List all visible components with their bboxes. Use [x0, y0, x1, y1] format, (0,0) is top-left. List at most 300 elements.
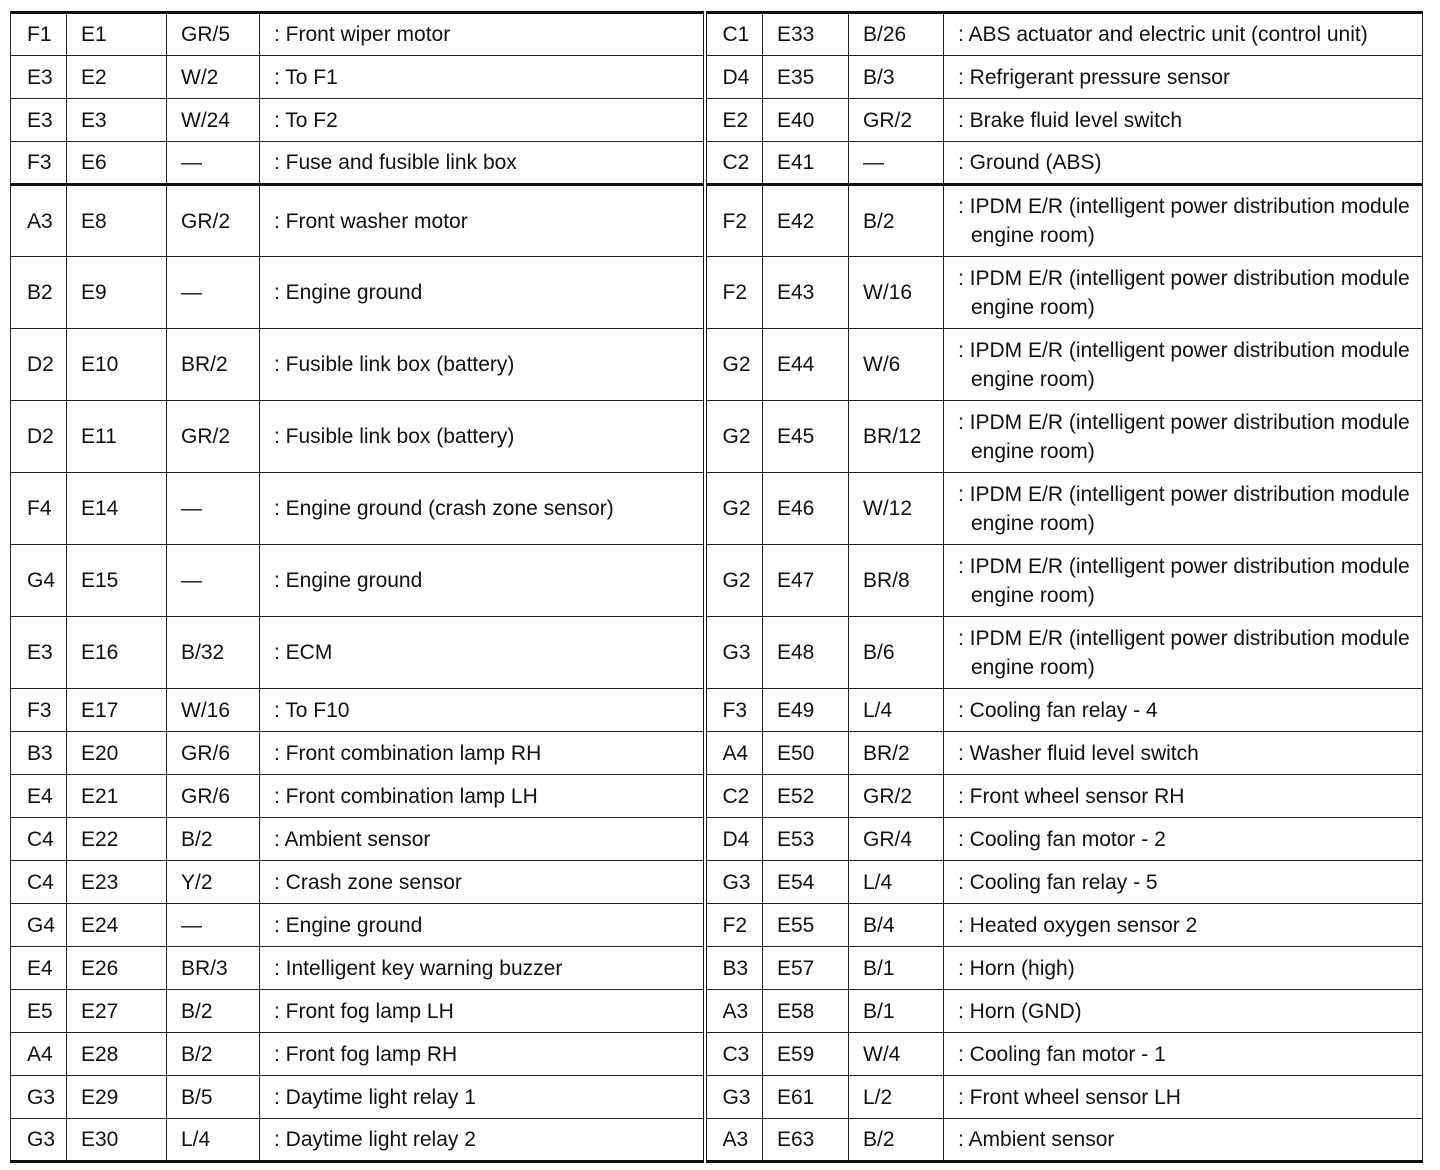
table-row: [11, 257, 1423, 329]
left-grid-ref: E3: [27, 65, 53, 89]
left-description: : Front fog lamp RH: [274, 1042, 458, 1066]
table-row: [11, 1076, 1423, 1119]
left-description-cell: [260, 732, 705, 775]
table-body: [11, 13, 1423, 1162]
right-grid-ref: F3: [722, 698, 748, 722]
right-description-cell: [944, 861, 1423, 904]
left-connector-number: E1: [81, 23, 107, 46]
right-grid-ref-cell: [705, 775, 763, 818]
right-grid-ref: G3: [722, 641, 751, 664]
right-color-pins-cell: [849, 401, 944, 473]
left-description: : Engine ground: [274, 281, 423, 304]
right-connector-number: E43: [777, 281, 815, 304]
right-connector-number: E35: [777, 65, 815, 89]
left-color-pins-cell: [167, 56, 260, 99]
left-connector-number: E24: [81, 913, 119, 937]
left-connector-number-cell: [67, 947, 167, 990]
left-connector-number: E15: [81, 569, 119, 592]
left-grid-ref-cell: [11, 56, 67, 99]
right-description-cell: [944, 1033, 1423, 1076]
left-color-pins-cell: [167, 13, 260, 56]
left-grid-ref-cell: [11, 1033, 67, 1076]
right-connector-number-cell: [763, 545, 849, 617]
left-grid-ref-cell: [11, 689, 67, 732]
right-color-pins-cell: [849, 689, 944, 732]
right-grid-ref-cell: [705, 732, 763, 775]
left-description-cell: [260, 1119, 705, 1162]
right-description-cell: [944, 473, 1423, 545]
left-grid-ref: E4: [27, 784, 53, 808]
right-grid-ref: F2: [722, 209, 748, 233]
right-grid-ref: A4: [722, 741, 749, 765]
right-grid-ref-cell: [705, 1033, 763, 1076]
right-grid-ref: B3: [722, 956, 749, 980]
right-description-cell: [944, 617, 1423, 689]
right-connector-number: E57: [777, 956, 815, 980]
left-grid-ref-cell: [11, 904, 67, 947]
table-row: [11, 904, 1423, 947]
right-grid-ref: D4: [722, 827, 750, 851]
table-row: [11, 473, 1423, 545]
left-connector-number-cell: [67, 142, 167, 185]
left-grid-ref: G3: [27, 1128, 56, 1151]
left-grid-ref-cell: [11, 818, 67, 861]
left-grid-ref: C4: [27, 827, 54, 851]
right-description-cell: [944, 545, 1423, 617]
left-description: : Engine ground (crash zone sensor): [274, 497, 614, 520]
left-color-pins-cell: [167, 99, 260, 142]
left-color-pins: W/16: [181, 698, 231, 722]
right-description: : ABS actuator and electric unit (control unit): [958, 23, 1368, 46]
left-connector-number-cell: [67, 1076, 167, 1119]
left-connector-number: E11: [81, 425, 117, 448]
right-grid-ref: A3: [722, 1128, 749, 1151]
right-connector-number-cell: [763, 257, 849, 329]
right-connector-number: E63: [777, 1128, 815, 1151]
right-connector-number-cell: [763, 1076, 849, 1119]
left-color-pins: B/2: [181, 999, 213, 1023]
left-connector-number-cell: [67, 689, 167, 732]
left-connector-number: E8: [81, 209, 107, 233]
table-row: [11, 99, 1423, 142]
left-grid-ref-cell: [11, 990, 67, 1033]
right-color-pins: B/1: [863, 956, 895, 980]
left-description-cell: [260, 142, 705, 185]
left-connector-number: E16: [81, 641, 119, 664]
right-description: : IPDM E/R (intelligent power distribution module engine room): [958, 626, 1410, 679]
left-description: : To F1: [274, 65, 338, 89]
left-description-cell: [260, 775, 705, 818]
right-connector-number-cell: [763, 401, 849, 473]
right-description-cell: [944, 732, 1423, 775]
right-description-cell: [944, 99, 1423, 142]
left-grid-ref: F3: [27, 151, 52, 174]
right-description: : Ambient sensor: [958, 1128, 1115, 1151]
right-description-cell: [944, 818, 1423, 861]
table-row: [11, 689, 1423, 732]
right-connector-number: E40: [777, 108, 815, 132]
right-connector-number: E55: [777, 913, 815, 937]
right-description: : IPDM E/R (intelligent power distribution module engine room): [958, 410, 1410, 463]
left-description: : Fusible link box (battery): [274, 425, 515, 448]
left-description: : Engine ground: [274, 913, 423, 937]
left-color-pins-cell: [167, 617, 260, 689]
left-description-cell: [260, 617, 705, 689]
left-grid-ref-cell: [11, 775, 67, 818]
left-connector-number-cell: [67, 13, 167, 56]
left-connector-number-cell: [67, 775, 167, 818]
right-description: : Ground (ABS): [958, 151, 1102, 174]
right-description: : Refrigerant pressure sensor: [958, 65, 1230, 89]
left-color-pins-cell: [167, 947, 260, 990]
left-connector-number-cell: [67, 818, 167, 861]
right-grid-ref: C1: [722, 23, 750, 46]
left-connector-number-cell: [67, 56, 167, 99]
right-description-cell: [944, 142, 1423, 185]
left-color-pins-cell: [167, 861, 260, 904]
left-description: : Front combination lamp RH: [274, 741, 542, 765]
left-description-cell: [260, 56, 705, 99]
right-grid-ref-cell: [705, 142, 763, 185]
left-color-pins-cell: [167, 1119, 260, 1162]
left-color-pins-cell: [167, 257, 260, 329]
right-color-pins-cell: [849, 13, 944, 56]
left-grid-ref: A4: [27, 1042, 53, 1066]
right-color-pins: B/1: [863, 999, 895, 1023]
right-color-pins-cell: [849, 732, 944, 775]
left-description-cell: [260, 257, 705, 329]
left-description: : Front combination lamp LH: [274, 784, 538, 808]
right-connector-number: E53: [777, 827, 815, 851]
left-connector-number: E2: [81, 65, 107, 89]
left-color-pins-cell: [167, 142, 260, 185]
left-description-cell: [260, 185, 705, 257]
left-description-cell: [260, 473, 705, 545]
right-connector-number-cell: [763, 473, 849, 545]
left-connector-number: E9: [81, 281, 107, 304]
left-grid-ref-cell: [11, 13, 67, 56]
right-connector-number-cell: [763, 185, 849, 257]
table-row: [11, 185, 1423, 257]
left-description: : Engine ground: [274, 569, 423, 592]
left-grid-ref-cell: [11, 617, 67, 689]
left-connector-number: E20: [81, 741, 119, 765]
right-connector-number-cell: [763, 617, 849, 689]
right-connector-number: E52: [777, 784, 815, 808]
left-description: : Fusible link box (battery): [274, 353, 515, 376]
right-color-pins: B/2: [863, 1128, 895, 1151]
right-description: : Front wheel sensor RH: [958, 784, 1185, 808]
right-connector-number-cell: [763, 990, 849, 1033]
table-row: [11, 1033, 1423, 1076]
left-description: : Fuse and fusible link box: [274, 151, 517, 174]
right-grid-ref: G2: [722, 353, 751, 376]
right-color-pins: GR/2: [863, 108, 913, 132]
left-color-pins: B/2: [181, 1042, 213, 1066]
left-description: : Intelligent key warning buzzer: [274, 956, 563, 980]
left-description-cell: [260, 99, 705, 142]
right-grid-ref-cell: [705, 818, 763, 861]
right-grid-ref: F2: [722, 913, 748, 937]
left-connector-number: E3: [81, 108, 107, 132]
right-color-pins: W/6: [863, 353, 901, 376]
left-description: : Front washer motor: [274, 209, 468, 233]
left-grid-ref: E4: [27, 956, 53, 980]
table-row: [11, 732, 1423, 775]
left-description-cell: [260, 861, 705, 904]
right-connector-number: E33: [777, 23, 815, 46]
right-connector-number: E61: [777, 1085, 815, 1109]
connector-list-table: [10, 11, 1423, 1163]
left-grid-ref: E5: [27, 999, 53, 1023]
left-connector-number-cell: [67, 617, 167, 689]
table-row: [11, 56, 1423, 99]
left-connector-number: E10: [81, 353, 119, 376]
table-row: [11, 329, 1423, 401]
right-description-cell: [944, 1119, 1423, 1162]
left-description: : Front fog lamp LH: [274, 999, 454, 1023]
right-description-cell: [944, 990, 1423, 1033]
left-connector-number: E28: [81, 1042, 119, 1066]
right-description-cell: [944, 904, 1423, 947]
left-description-cell: [260, 545, 705, 617]
right-color-pins-cell: [849, 947, 944, 990]
right-connector-number: E44: [777, 353, 815, 376]
right-connector-number: E47: [777, 569, 815, 592]
right-color-pins: W/12: [863, 497, 913, 520]
right-grid-ref: G3: [722, 1085, 751, 1109]
left-connector-number-cell: [67, 473, 167, 545]
table-row: [11, 775, 1423, 818]
left-grid-ref: A3: [27, 209, 53, 233]
left-color-pins-cell: [167, 904, 260, 947]
right-color-pins: GR/2: [863, 784, 913, 808]
right-description-cell: [944, 185, 1423, 257]
left-grid-ref-cell: [11, 1119, 67, 1162]
right-description: : Front wheel sensor LH: [958, 1085, 1181, 1109]
left-color-pins: GR/2: [181, 425, 231, 448]
left-color-pins: BR/3: [181, 956, 228, 980]
left-connector-number-cell: [67, 1033, 167, 1076]
table-row: [11, 990, 1423, 1033]
left-color-pins: GR/2: [181, 209, 231, 233]
left-grid-ref: G4: [27, 913, 56, 937]
left-grid-ref: D2: [27, 353, 54, 376]
right-color-pins-cell: [849, 257, 944, 329]
table-row: [11, 401, 1423, 473]
left-description-cell: [260, 818, 705, 861]
right-color-pins: BR/2: [863, 741, 910, 765]
right-description-cell: [944, 56, 1423, 99]
left-color-pins: —: [181, 497, 202, 520]
right-grid-ref: G3: [722, 870, 751, 894]
left-connector-number-cell: [67, 861, 167, 904]
right-connector-number-cell: [763, 1119, 849, 1162]
left-connector-number: E23: [81, 870, 119, 894]
left-grid-ref-cell: [11, 99, 67, 142]
right-description-cell: [944, 689, 1423, 732]
right-grid-ref-cell: [705, 545, 763, 617]
right-connector-number: E46: [777, 497, 815, 520]
right-connector-number: E50: [777, 741, 815, 765]
right-grid-ref-cell: [705, 617, 763, 689]
right-grid-ref: G2: [722, 425, 751, 448]
right-description: : Washer fluid level switch: [958, 741, 1199, 765]
left-description: : To F2: [274, 108, 338, 132]
left-color-pins: —: [181, 569, 202, 592]
right-connector-number: E54: [777, 870, 815, 894]
left-grid-ref: F4: [27, 497, 52, 520]
right-grid-ref-cell: [705, 329, 763, 401]
left-connector-number-cell: [67, 257, 167, 329]
left-description: : Daytime light relay 2: [274, 1128, 476, 1151]
left-color-pins: —: [181, 281, 202, 304]
right-connector-number: E49: [777, 698, 815, 722]
table-row: [11, 617, 1423, 689]
left-color-pins-cell: [167, 1033, 260, 1076]
left-grid-ref: B2: [27, 281, 53, 304]
left-color-pins: GR/6: [181, 784, 231, 808]
left-description-cell: [260, 13, 705, 56]
right-description: : Cooling fan relay - 5: [958, 870, 1158, 894]
right-color-pins: BR/8: [863, 569, 910, 592]
left-color-pins: W/2: [181, 65, 219, 89]
left-grid-ref-cell: [11, 545, 67, 617]
right-color-pins-cell: [849, 990, 944, 1033]
left-grid-ref-cell: [11, 473, 67, 545]
right-grid-ref-cell: [705, 257, 763, 329]
left-connector-number-cell: [67, 904, 167, 947]
left-grid-ref: C4: [27, 870, 54, 894]
right-grid-ref: G2: [722, 569, 751, 592]
left-description-cell: [260, 401, 705, 473]
left-description: : Crash zone sensor: [274, 870, 462, 894]
left-color-pins-cell: [167, 689, 260, 732]
left-grid-ref: B3: [27, 741, 53, 765]
left-grid-ref: E3: [27, 108, 53, 132]
right-description: : IPDM E/R (intelligent power distribution module engine room): [958, 482, 1410, 535]
right-color-pins: B/26: [863, 23, 907, 46]
right-grid-ref: C2: [722, 784, 750, 808]
table-row: [11, 142, 1423, 185]
right-grid-ref-cell: [705, 990, 763, 1033]
right-color-pins: BR/12: [863, 425, 922, 448]
right-color-pins: B/4: [863, 913, 895, 937]
left-color-pins: W/24: [181, 108, 231, 132]
left-grid-ref-cell: [11, 257, 67, 329]
right-connector-number-cell: [763, 861, 849, 904]
table-row: [11, 818, 1423, 861]
left-description: : Ambient sensor: [274, 827, 431, 851]
left-connector-number-cell: [67, 1119, 167, 1162]
left-color-pins-cell: [167, 775, 260, 818]
right-description: : IPDM E/R (intelligent power distribution module engine room): [958, 338, 1410, 391]
right-description: : Horn (high): [958, 956, 1075, 980]
right-connector-number: E59: [777, 1042, 815, 1066]
left-grid-ref-cell: [11, 401, 67, 473]
right-color-pins-cell: [849, 545, 944, 617]
right-grid-ref-cell: [705, 1119, 763, 1162]
right-description-cell: [944, 257, 1423, 329]
left-color-pins: BR/2: [181, 353, 228, 376]
left-color-pins-cell: [167, 545, 260, 617]
right-connector-number-cell: [763, 732, 849, 775]
right-description: : IPDM E/R (intelligent power distribution module engine room): [958, 554, 1410, 607]
right-connector-number-cell: [763, 904, 849, 947]
right-color-pins-cell: [849, 775, 944, 818]
left-grid-ref-cell: [11, 185, 67, 257]
left-grid-ref: F3: [27, 698, 52, 722]
left-color-pins-cell: [167, 329, 260, 401]
left-color-pins: GR/6: [181, 741, 231, 765]
right-grid-ref: C3: [722, 1042, 750, 1066]
left-color-pins-cell: [167, 401, 260, 473]
right-connector-number: E48: [777, 641, 815, 664]
left-grid-ref-cell: [11, 142, 67, 185]
table-row: [11, 545, 1423, 617]
left-connector-number: E21: [81, 784, 119, 808]
left-connector-number: E22: [81, 827, 119, 851]
right-color-pins-cell: [849, 1033, 944, 1076]
right-color-pins: W/4: [863, 1042, 901, 1066]
right-color-pins-cell: [849, 329, 944, 401]
right-connector-number-cell: [763, 142, 849, 185]
left-description-cell: [260, 990, 705, 1033]
right-grid-ref-cell: [705, 56, 763, 99]
right-color-pins: —: [863, 151, 884, 174]
right-connector-number-cell: [763, 775, 849, 818]
right-connector-number-cell: [763, 99, 849, 142]
right-description-cell: [944, 401, 1423, 473]
right-color-pins-cell: [849, 1119, 944, 1162]
right-description-cell: [944, 947, 1423, 990]
table-row: [11, 861, 1423, 904]
right-description: : IPDM E/R (intelligent power distribution module engine room): [958, 195, 1410, 247]
right-color-pins-cell: [849, 99, 944, 142]
right-color-pins-cell: [849, 861, 944, 904]
right-description: : Cooling fan relay - 4: [958, 698, 1158, 722]
left-description: : ECM: [274, 641, 333, 664]
table-row: [11, 947, 1423, 990]
right-color-pins-cell: [849, 142, 944, 185]
left-connector-number: E6: [81, 151, 107, 174]
right-description: : Cooling fan motor - 2: [958, 827, 1166, 851]
right-grid-ref: C2: [722, 151, 750, 174]
left-description-cell: [260, 1076, 705, 1119]
left-connector-number: E14: [81, 497, 119, 520]
left-connector-number-cell: [67, 401, 167, 473]
right-grid-ref: E2: [722, 108, 749, 132]
left-color-pins: —: [181, 913, 202, 937]
right-connector-number: E58: [777, 999, 815, 1023]
right-color-pins: B/2: [863, 209, 895, 233]
right-description: : Horn (GND): [958, 999, 1082, 1023]
left-description-cell: [260, 689, 705, 732]
left-color-pins: GR/5: [181, 23, 231, 46]
left-description-cell: [260, 904, 705, 947]
right-color-pins: B/6: [863, 641, 895, 664]
right-description: : IPDM E/R (intelligent power distribution module engine room): [958, 266, 1410, 319]
left-color-pins-cell: [167, 990, 260, 1033]
left-description: : To F10: [274, 698, 350, 722]
right-connector-number-cell: [763, 1033, 849, 1076]
left-color-pins-cell: [167, 185, 260, 257]
left-color-pins: B/2: [181, 827, 213, 851]
right-color-pins: L/2: [863, 1085, 893, 1109]
right-grid-ref-cell: [705, 99, 763, 142]
left-grid-ref-cell: [11, 861, 67, 904]
left-description-cell: [260, 1033, 705, 1076]
